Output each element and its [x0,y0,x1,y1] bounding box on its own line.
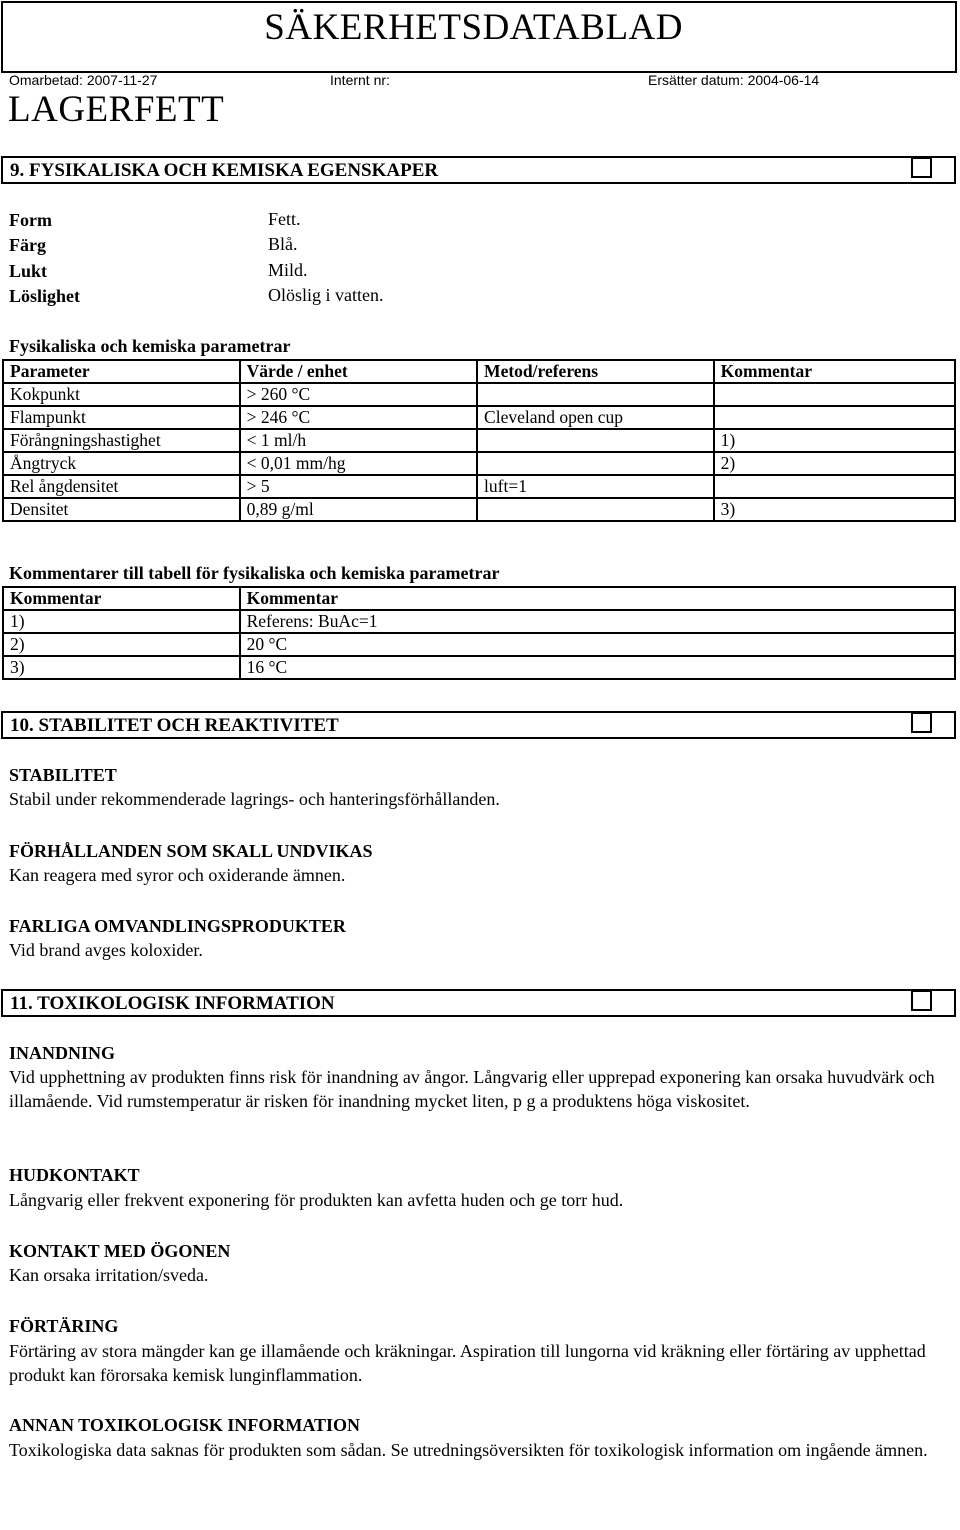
revised-date: Omarbetad: 2007-11-27 [9,72,158,88]
section-checkbox[interactable] [911,157,932,178]
table-row [3,429,955,452]
field-value: Olöslig i vatten. [268,285,384,305]
section-checkbox[interactable] [911,712,932,733]
title-box [1,1,957,73]
eye-contact-heading: KONTAKT MED ÖGONEN [9,1241,231,1261]
params-title: Fysikaliska och kemiska parametrar [9,336,291,356]
table-cell: > 260 °C [240,383,477,406]
table-cell: Rel ångdensitet [3,475,240,498]
decomposition-text: Vid brand avges koloxider. [9,940,203,960]
other-tox-text: Toxikologiska data saknas för produkten som sådan. Se utredningsöversikten för toxikologisk information om ingående ämnen. [9,1440,928,1460]
section-11-heading: 11. TOXIKOLOGISK INFORMATION [10,993,335,1014]
table-cell [477,452,714,475]
stability-text: Stabil under rekommenderade lagrings- och hanteringsförhållanden. [9,789,500,809]
comments-header-row [3,587,955,610]
section-checkbox[interactable] [911,990,932,1011]
table-cell: 3) [714,498,955,521]
table-cell: 2) [714,452,955,475]
table-cell: 0,89 g/ml [240,498,477,521]
table-cell: luft=1 [477,475,714,498]
ingestion-text: Förtäring av stora mängder kan ge illamående och kräkningar. Aspiration till lungorna vid kräkning eller förtäring av upphettad produkt kan förorsaka kemisk lunginflammation. [9,1341,926,1385]
table-cell: 16 °C [240,656,955,679]
document-title: SÄKERHETSDATABLAD [264,7,683,48]
table-cell: 2) [3,633,240,656]
column-header: Kommentar [3,587,240,610]
skin-contact-heading: HUDKONTAKT [9,1165,140,1185]
params-header-row [3,360,955,383]
table-cell: 20 °C [240,633,955,656]
table-cell: > 5 [240,475,477,498]
table-cell: Densitet [3,498,240,521]
field-label: Löslighet [9,286,81,306]
inhalation-heading: INANDNING [9,1043,116,1063]
column-header: Parameter [3,360,240,383]
field-value: Blå. [268,234,298,254]
replaces-date: Ersätter datum: 2004-06-14 [648,72,820,88]
table-cell [714,406,955,429]
table-cell: < 0,01 mm/hg [240,452,477,475]
table-cell: > 246 °C [240,406,477,429]
table-cell: Ångtryck [3,452,240,475]
ingestion-heading: FÖRTÄRING [9,1316,119,1336]
comments-title: Kommentarer till tabell för fysikaliska och kemiska parametrar [9,563,500,583]
table-cell: Kokpunkt [3,383,240,406]
field-label: Form [9,210,52,230]
table-row [3,452,955,475]
table-cell: 1) [3,610,240,633]
table-cell [477,383,714,406]
table-cell [477,498,714,521]
table-row [3,633,955,656]
section-10-heading: 10. STABILITET OCH REAKTIVITET [10,715,339,736]
section-9-bar [1,156,956,184]
table-row [3,656,955,679]
table-cell: Flampunkt [3,406,240,429]
field-value: Mild. [268,260,308,280]
column-header: Värde / enhet [240,360,477,383]
eye-contact-text: Kan orsaka irritation/sveda. [9,1265,209,1285]
field-value: Fett. [268,209,301,229]
comments-table [2,586,956,680]
table-cell [714,383,955,406]
table-row [3,498,955,521]
column-header: Kommentar [240,587,955,610]
internal-number: Internt nr: [330,72,390,88]
section-11-bar [1,989,956,1017]
stability-heading: STABILITET [9,765,117,785]
table-row [3,383,955,406]
conditions-heading: FÖRHÅLLANDEN SOM SKALL UNDVIKAS [9,841,373,861]
column-header: Metod/referens [477,360,714,383]
decomposition-heading: FARLIGA OMVANDLINGSPRODUKTER [9,916,346,936]
table-cell [477,429,714,452]
table-cell [714,475,955,498]
section-10-bar [1,711,956,739]
table-row [3,406,955,429]
conditions-text: Kan reagera med syror och oxiderande ämnen. [9,865,346,885]
column-header: Kommentar [714,360,955,383]
skin-contact-text: Långvarig eller frekvent exponering för produkten kan avfetta huden och ge torr hud. [9,1190,624,1210]
table-cell: Förångningshastighet [3,429,240,452]
table-cell: < 1 ml/h [240,429,477,452]
other-tox-heading: ANNAN TOXIKOLOGISK INFORMATION [9,1415,361,1435]
table-cell: Referens: BuAc=1 [240,610,955,633]
table-cell: 1) [714,429,955,452]
table-row [3,475,955,498]
table-cell: Cleveland open cup [477,406,714,429]
table-cell: 3) [3,656,240,679]
params-table [2,359,956,522]
product-name: LAGERFETT [8,89,225,130]
field-label: Lukt [9,261,48,281]
section-9-heading: 9. FYSIKALISKA OCH KEMISKA EGENSKAPER [10,160,439,181]
inhalation-text: Vid upphettning av produkten finns risk för inandning av ångor. Långvarig eller upprepad exponering kan orsaka huvudvärk och illamående. Vid rumstemperatur är risken för inandning mycket liten, p g a produktens höga viskositet. [9,1067,935,1111]
field-label: Färg [9,235,46,255]
table-row [3,610,955,633]
